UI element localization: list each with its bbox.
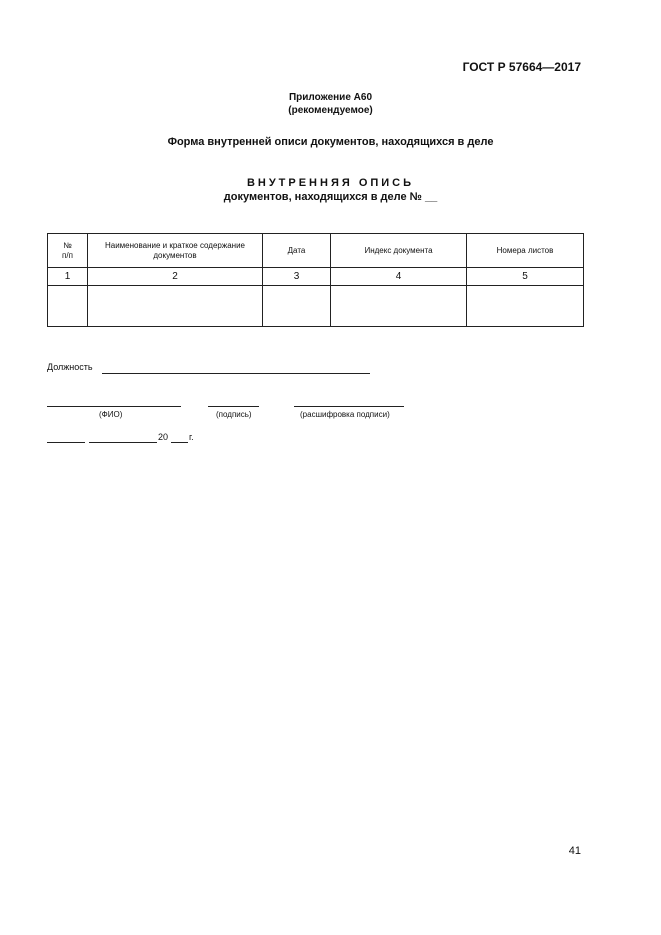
date-year-prefix: 20 <box>158 432 169 442</box>
table-cell <box>263 286 331 327</box>
annex-title: Приложение А60 <box>288 92 373 103</box>
table-cell <box>331 286 467 327</box>
date-month-line <box>89 442 157 443</box>
inventory-title: ВНУТРЕННЯЯ ОПИСЬ <box>246 177 415 189</box>
header-cell-index <box>331 234 467 268</box>
table-number-row <box>48 268 584 286</box>
position-line <box>102 373 370 374</box>
header-line: Наименование и краткое содержание <box>104 240 246 250</box>
header-line: п/п <box>62 250 73 260</box>
inventory-table <box>47 233 584 327</box>
form-title: Форма внутренней описи документов, находящихся в деле <box>167 136 494 148</box>
fio-line <box>47 406 181 407</box>
table-header-row <box>48 234 584 268</box>
header-line: № <box>63 240 72 250</box>
page-number: 41 <box>568 845 581 857</box>
header-cell-sheets <box>467 234 584 268</box>
column-number-cell: 4 <box>331 268 467 286</box>
header-cell-number <box>48 234 88 268</box>
date-suffix: г. <box>189 432 194 442</box>
header-line: Дата <box>287 245 306 255</box>
header-cell-name <box>88 234 263 268</box>
standard-code: ГОСТ Р 57664—2017 <box>462 60 581 74</box>
annex-subtitle: (рекомендуемое) <box>288 105 373 116</box>
date-year-line <box>171 442 188 443</box>
table-cell <box>88 286 263 327</box>
header-line: документов <box>153 250 197 260</box>
table-cell <box>48 286 88 327</box>
table-row <box>48 286 584 327</box>
inventory-subtitle: документов, находящихся в деле № __ <box>223 191 438 203</box>
column-number-cell: 5 <box>467 268 584 286</box>
decode-caption: (расшифровка подписи) <box>300 410 390 419</box>
decode-line <box>294 406 404 407</box>
signature-line <box>208 406 259 407</box>
header-cell-date <box>263 234 331 268</box>
header-line: Номера листов <box>496 245 554 255</box>
date-day-line <box>47 442 85 443</box>
column-number-cell: 2 <box>88 268 263 286</box>
fio-caption: (ФИО) <box>99 410 123 419</box>
header-line: Индекс документа <box>364 245 433 255</box>
position-label: Должность <box>47 362 93 372</box>
column-number-cell: 1 <box>48 268 88 286</box>
column-number-cell: 3 <box>263 268 331 286</box>
signature-caption: (подпись) <box>216 410 252 419</box>
table-cell <box>467 286 584 327</box>
